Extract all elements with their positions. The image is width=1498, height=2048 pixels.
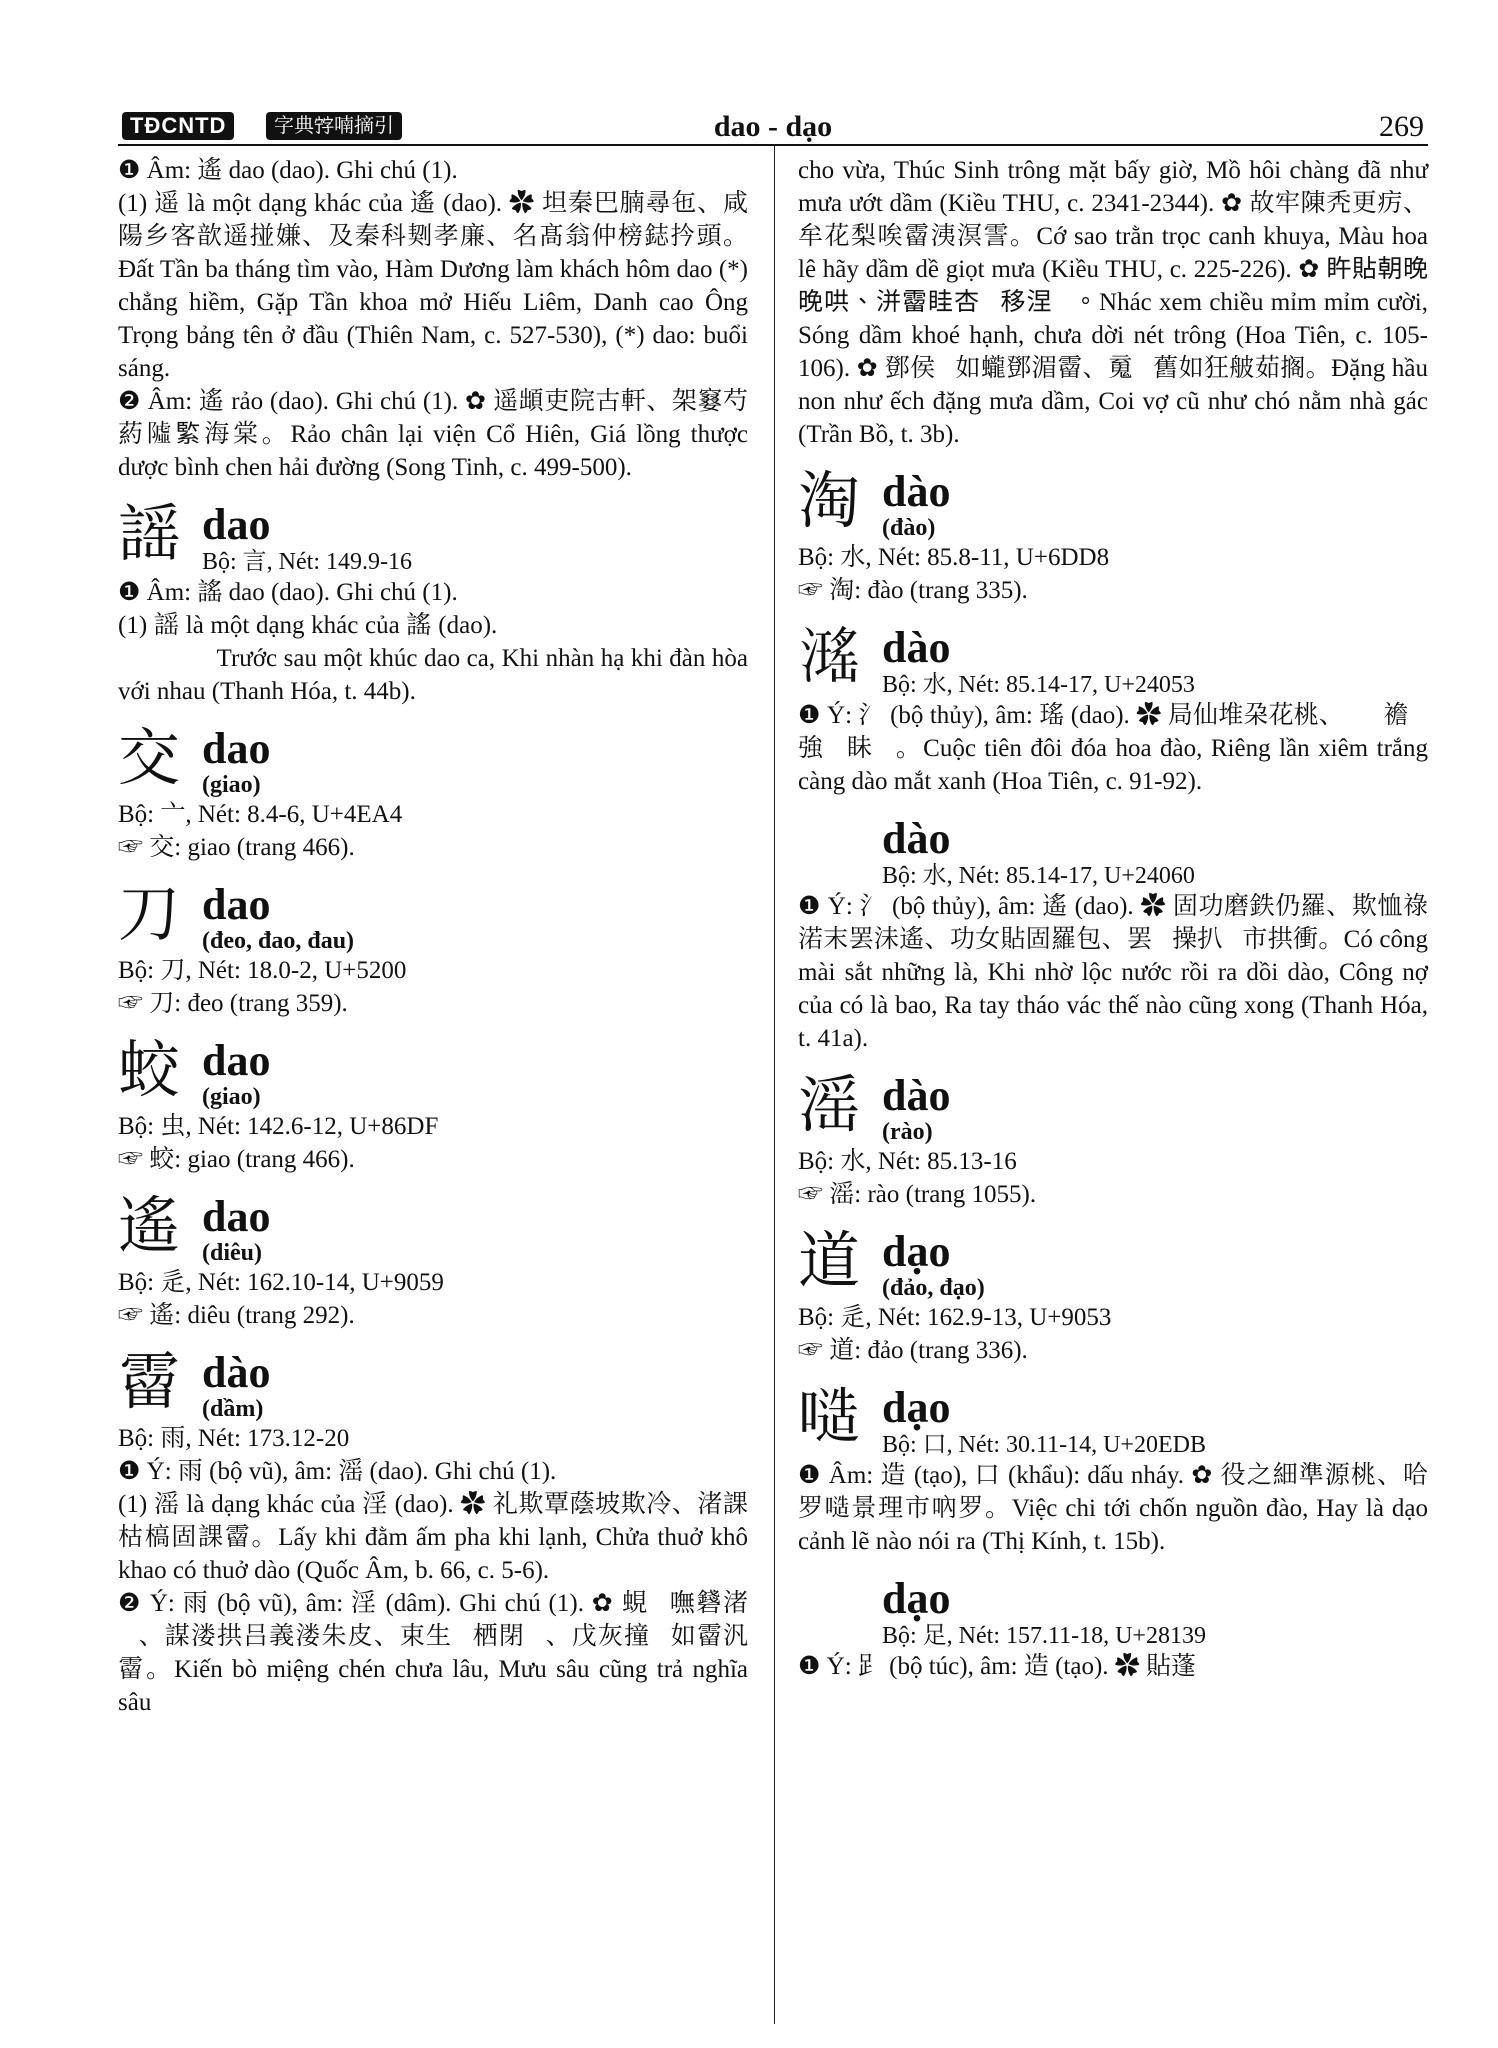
radical-stroke-info: Bộ: 言, Nét: 149.9-16 [202,549,412,575]
cross-reference: ☞ 蛟: giao (trang 466). [118,1146,355,1173]
entry-head [798,814,1428,890]
headword: dao [202,880,271,929]
definition-paragraph: ❶ Ý: 雨 (bộ vũ), âm: 滛 (dao). Ghi chú (1). [118,1458,557,1485]
alternate-readings: (đào) [882,515,936,541]
definition-paragraph: ❷ Âm: 遙 rảo (dao). Ghi chú (1). ✿ 遥䪼吏院古軒、架䆯芍葯𨼋𦂳海棠。Rảo chân lại viện Cổ Hiên, Giá lồng thược dược bình chen hải đường (Song Tinh, c. 499-500). [118,388,748,481]
cross-reference: ☞ 淘: đào (trang 335). [798,577,1028,604]
definition-paragraph: ❶ Ý: 氵 (bộ thủy), âm: 遙 (dao). ✿ 固功磨鉄仍羅、欺恤祿渃末罢沬遙、功女貼固羅包、罢𢬣操扒𤤰市拱衝。Có công mài sắt những là, Khi nhờ lộc nước rồi ra dồi dào, Công nợ của có là bao, Ra tay tháo vác thế nào cũng xong (Thanh Hóa, t. 41a). [798,893,1428,1052]
dictionary-entry [798,814,1428,1055]
dictionary-entry [118,1036,748,1176]
entry-head [118,1348,748,1422]
definition-paragraph: ❶ Ý: 氵 (bộ thủy), âm: 瑤 (dao). ✿ 局仙堆朶花桃、𥘷𤀞襜𣇞強𤁓眛𦠄。Cuộc tiên đôi đóa hoa đào, Riêng lần xiêm trắng càng dào mắt xanh (Hoa Tiên, c. 91-92). [798,702,1428,795]
radical-stroke-info: Bộ: 雨, Nét: 173.12-20 [118,1425,350,1452]
headword-character: 霤 [118,1349,181,1417]
definition-paragraph: cho vừa, Thúc Sinh trông mặt bấy giờ, Mồ hôi chàng đã như mưa ướt dầm (Kiều THU, c. 2341-2344). ✿ 故牢陳秃更疠、牟花梨唉霤洟溟霅。Cớ sao trằn trọc canh khuya, Màu hoa lê hãy dầm dề giọt mưa (Kiều THU, c. 225-226). ✿ 𥄭貼朝晚晚哄、洴霤眭杏𦗏移涅𩈘。Nhác xem chiều mỉm mỉm cười, Sóng dầm khoé hạnh, chưa dời nét trông (Hoa Tiên, c. 105-106). ✿ 鄧侯𧆟如蠬鄧湄霤、䰟𡟋舊如狂𦨭茹搁。Đặng hầu non như ếch đặng mưa dầm, Coi vợ cũ như chó nằm nhà gác (Trần Bồ, t. 3b). [798,157,1428,448]
definition-paragraph: ❶ Âm: 造 (tạo), 口 (khẩu): dấu nháy. ✿ 役之細準源桃、哈罗𠻛景理市吶罗。Việc chi tới chốn nguồn đào, Hay là dạo cảnh lẽ nào nói ra (Thị Kính, t. 15b). [798,1462,1428,1555]
entry-head [118,724,748,798]
dictionary-entry [798,467,1428,607]
definition-paragraph: ❶ Ý: 𧾷 (bộ túc), âm: 造 (tạo). ✿ 貼蓬 [798,1653,1197,1680]
entry-head [798,467,1428,541]
radical-stroke-info: Bộ: 虫, Nét: 142.6-12, U+86DF [118,1113,439,1140]
definition-paragraph: (1) 滛 là dạng khác của 淫 (dao). ✿ 礼欺覃蔭坡欺冷、渚課枯槁固課霤。Lấy khi đằm ấm pha khi lạnh, Chửa thuở khô khao có thuở dào (Quốc Âm, b. 66, c. 5-6). [118,1491,748,1584]
headword-character: 𤁠 [798,815,847,883]
headword-character: 淘 [798,468,861,536]
entry-head [798,1574,1428,1650]
dictionary-entry [118,1348,748,1719]
headword-block [202,1036,270,1110]
dictionary-entry [798,623,1428,798]
headword-block [882,623,1195,699]
right-column [798,154,1428,1683]
headword-block [202,880,354,954]
headword: dao [202,724,271,773]
headword: dạo [882,1383,951,1432]
radical-stroke-info: Bộ: 水, Nét: 85.13-16 [798,1148,1017,1175]
entry-head [798,1383,1428,1459]
dictionary-entry [798,1574,1428,1683]
headword: dào [882,467,951,516]
headword: dào [202,1348,271,1397]
entry-head [118,880,748,954]
alternate-readings: (giao) [202,1084,261,1110]
cross-reference: ☞ 道: đảo (trang 336). [798,1337,1028,1364]
alternate-readings: (diêu) [202,1240,262,1266]
headword-character: 謡 [118,501,181,569]
running-title: dao - dạo [713,110,833,143]
entry-head [798,1071,1428,1145]
headword-block [202,500,412,576]
dictionary-page [118,104,1428,2024]
dictionary-entry [798,1071,1428,1211]
alternate-readings: (rào) [882,1119,933,1145]
definition-paragraph: ❶ Âm: 謠 dao (dao). Ghi chú (1). [118,579,458,606]
headword-block [882,1574,1206,1650]
radical-stroke-info: Bộ: 水, Nét: 85.14-17, U+24053 [882,672,1195,698]
publisher-logo-han: 字典𡨸喃摘引 [266,112,402,140]
cross-reference: ☞ 滛: rào (trang 1055). [798,1181,1037,1208]
headword: dào [882,1071,951,1120]
headword: dao [202,1192,271,1241]
dictionary-entry [118,724,748,864]
definition-paragraph: ❶ Âm: 遙 dao (dao). Ghi chú (1). [118,157,458,184]
dictionary-entry [798,1383,1428,1558]
alternate-readings: (dầm) [202,1396,264,1422]
left-column [118,154,748,1719]
headword-block [882,814,1195,890]
headword-block [882,1227,985,1301]
entry-head [798,623,1428,699]
headword: dào [882,814,951,863]
headword-block [202,1192,270,1266]
headword: dào [882,623,951,672]
headword-character: 𠻛 [798,1384,861,1452]
cross-reference: ☞ 刀: đeo (trang 359). [118,990,348,1017]
entry-head [798,1227,1428,1301]
alternate-readings: (giao) [202,772,261,798]
headword-character: 滛 [798,1072,861,1140]
cross-reference: ☞ 交: giao (trang 466). [118,834,355,861]
alternate-readings: (đảo, đạo) [882,1275,985,1301]
headword-character: 蛟 [118,1037,181,1105]
definition-paragraph: (1) 謡 là một dạng khác của 謠 (dao). ✿ 𦛌𪀄没曲謡歌、欺閒暇欺弹和貝鐃。Trước sau một khúc dao ca, Khi nhàn hạ khi đàn hòa với nhau (Thanh Hóa, t. 44b). [118,612,748,705]
headword-block [202,1348,270,1422]
publisher-logo: TĐCNTD [122,112,234,140]
alternate-readings: (đeo, đao, đau) [202,928,355,954]
dictionary-entry [118,1192,748,1332]
definition-paragraph: (1) 遥 là một dạng khác của 遙 (dao). ✿ 坦秦巴腩尋㐌、咸陽乡客歆遥掽嫌、及秦科㓶孝廉、名髙翁仲榜鋕扲頭。Đất Tần ba tháng tìm vào, Hàm Dương làm khách hôm dao (*) chẳng hiềm, Gặp Tần khoa mở Hiếu Liêm, Danh cao Ông Trọng bảng tên ở đầu (Thiên Nam, c. 527-530), (*) dao: buổi sáng. [118,190,748,382]
headword-character: 𨅹 [798,1575,847,1643]
headword: dạo [882,1574,951,1623]
radical-stroke-info: Bộ: 辵, Nét: 162.9-13, U+9053 [798,1304,1112,1331]
headword: dao [202,500,271,549]
radical-stroke-info: Bộ: 刀, Nét: 18.0-2, U+5200 [118,957,407,984]
dictionary-entry [118,500,748,708]
radical-stroke-info: Bộ: 水, Nét: 85.14-17, U+24060 [882,863,1195,889]
headword: dao [202,1036,271,1085]
radical-stroke-info: Bộ: 口, Nét: 30.11-14, U+20EDB [882,1432,1206,1458]
headword-block [882,1071,950,1145]
radical-stroke-info: Bộ: 辵, Nét: 162.10-14, U+9059 [118,1269,444,1296]
column-divider [774,144,775,2024]
radical-stroke-info: Bộ: 亠, Nét: 8.4-6, U+4EA4 [118,801,403,828]
page-number: 269 [1379,110,1424,143]
headword: dạo [882,1227,951,1276]
page-header [118,104,1428,146]
entry-head [118,1036,748,1110]
cross-reference: ☞ 遙: diêu (trang 292). [118,1302,355,1329]
entry-head [118,1192,748,1266]
radical-stroke-info: Bộ: 足, Nét: 157.11-18, U+28139 [882,1623,1206,1649]
headword-block [202,724,270,798]
headword-character: 𤁓 [798,624,861,692]
headword-block [882,467,950,541]
headword-character: 遙 [118,1193,181,1261]
radical-stroke-info: Bộ: 水, Nét: 85.8-11, U+6DD8 [798,544,1110,571]
dictionary-entry [798,1227,1428,1367]
definition-paragraph: ❷ Ý: 雨 (bộ vũ), âm: 淫 (dâm). Ghi chú (1). ✿ 蜆𨀈嘸𥗛渚𡢐、謀溇拱吕義溇朱皮、束生𥇸栖閉𣍊、戊灰撞𤯩如霤汎霤。Kiến bò miệng chén chưa lâu, Mưu sâu cũng trả nghĩa sâu [118,1590,748,1716]
entry-head [118,500,748,576]
headword-character: 交 [118,725,181,793]
headword-block [882,1383,1206,1459]
dictionary-entry [118,880,748,1020]
headword-character: 刀 [118,881,181,949]
headword-character: 道 [798,1228,861,1296]
